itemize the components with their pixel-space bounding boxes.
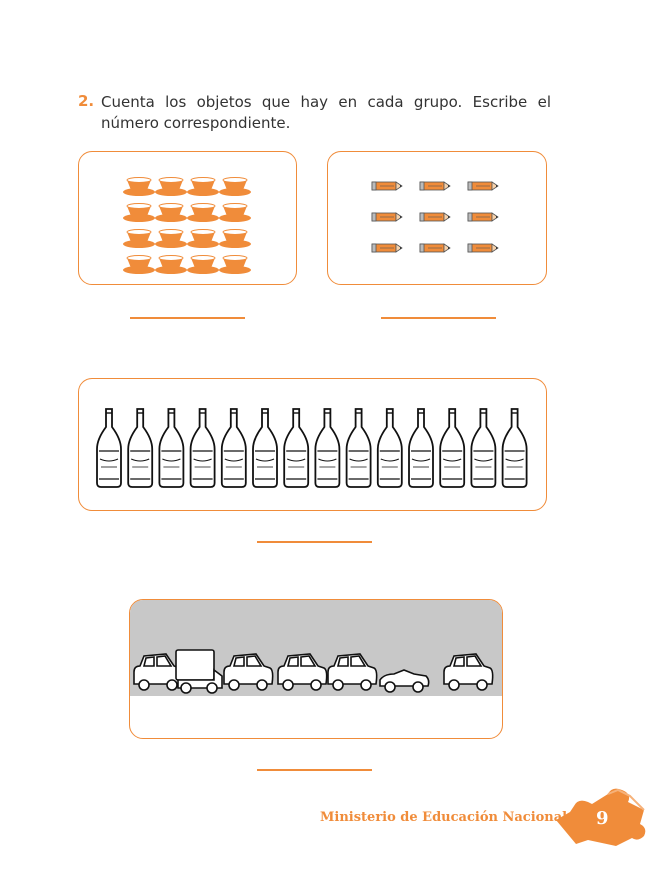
cup-icon (123, 178, 155, 197)
pencil-icon (420, 182, 450, 190)
cup-icon (219, 204, 251, 223)
bottle-icon (128, 409, 152, 487)
bottle-icon (222, 409, 246, 487)
bottle-icon (97, 409, 121, 487)
bottle-icon (347, 409, 371, 487)
bottle-icon (315, 409, 339, 487)
vehicles-illustration (130, 600, 503, 739)
bottle-icon (378, 409, 402, 487)
bottle-icon (471, 409, 495, 487)
cups-illustration (79, 152, 298, 286)
bottle-icon (284, 409, 308, 487)
cup-icon (219, 230, 251, 249)
publisher-footer: Ministerio de Educación Nacional (320, 810, 568, 825)
cup-icon (187, 204, 219, 223)
bottles-group-box (78, 378, 547, 511)
vehicles-group-box (129, 599, 503, 739)
pencil-icon (372, 213, 402, 221)
cup-icon (123, 256, 155, 275)
pencil-icon (420, 213, 450, 221)
cup-icon (187, 178, 219, 197)
cup-icon (155, 204, 187, 223)
pencil-icon (468, 244, 498, 252)
cups-group-box (78, 151, 297, 285)
cups-answer-line[interactable] (130, 317, 245, 319)
cup-icon (155, 230, 187, 249)
pencil-icon (420, 244, 450, 252)
vehicles-answer-line[interactable] (257, 769, 372, 771)
page-number: 9 (596, 808, 609, 829)
cup-icon (155, 256, 187, 275)
cup-icon (155, 178, 187, 197)
bottles-answer-line[interactable] (257, 541, 372, 543)
question-text: Cuenta los objetos que hay en cada grupo. Escribe el número correspondiente. (101, 93, 551, 132)
bottle-icon (159, 409, 183, 487)
pencil-icon (468, 182, 498, 190)
bottle-icon (409, 409, 433, 487)
pencil-icon (372, 244, 402, 252)
question-number: 2. (78, 92, 95, 110)
cup-icon (123, 204, 155, 223)
pencils-illustration (328, 152, 548, 286)
bottles-illustration (79, 379, 548, 512)
bottle-icon (253, 409, 277, 487)
cup-icon (219, 256, 251, 275)
bottle-icon (440, 409, 464, 487)
cup-icon (123, 230, 155, 249)
cup-icon (187, 256, 219, 275)
pencils-group-box (327, 151, 547, 285)
bottle-icon (191, 409, 215, 487)
bottle-icon (503, 409, 527, 487)
pencils-answer-line[interactable] (381, 317, 496, 319)
cup-icon (187, 230, 219, 249)
pencil-icon (468, 213, 498, 221)
cup-icon (219, 178, 251, 197)
pencil-icon (372, 182, 402, 190)
